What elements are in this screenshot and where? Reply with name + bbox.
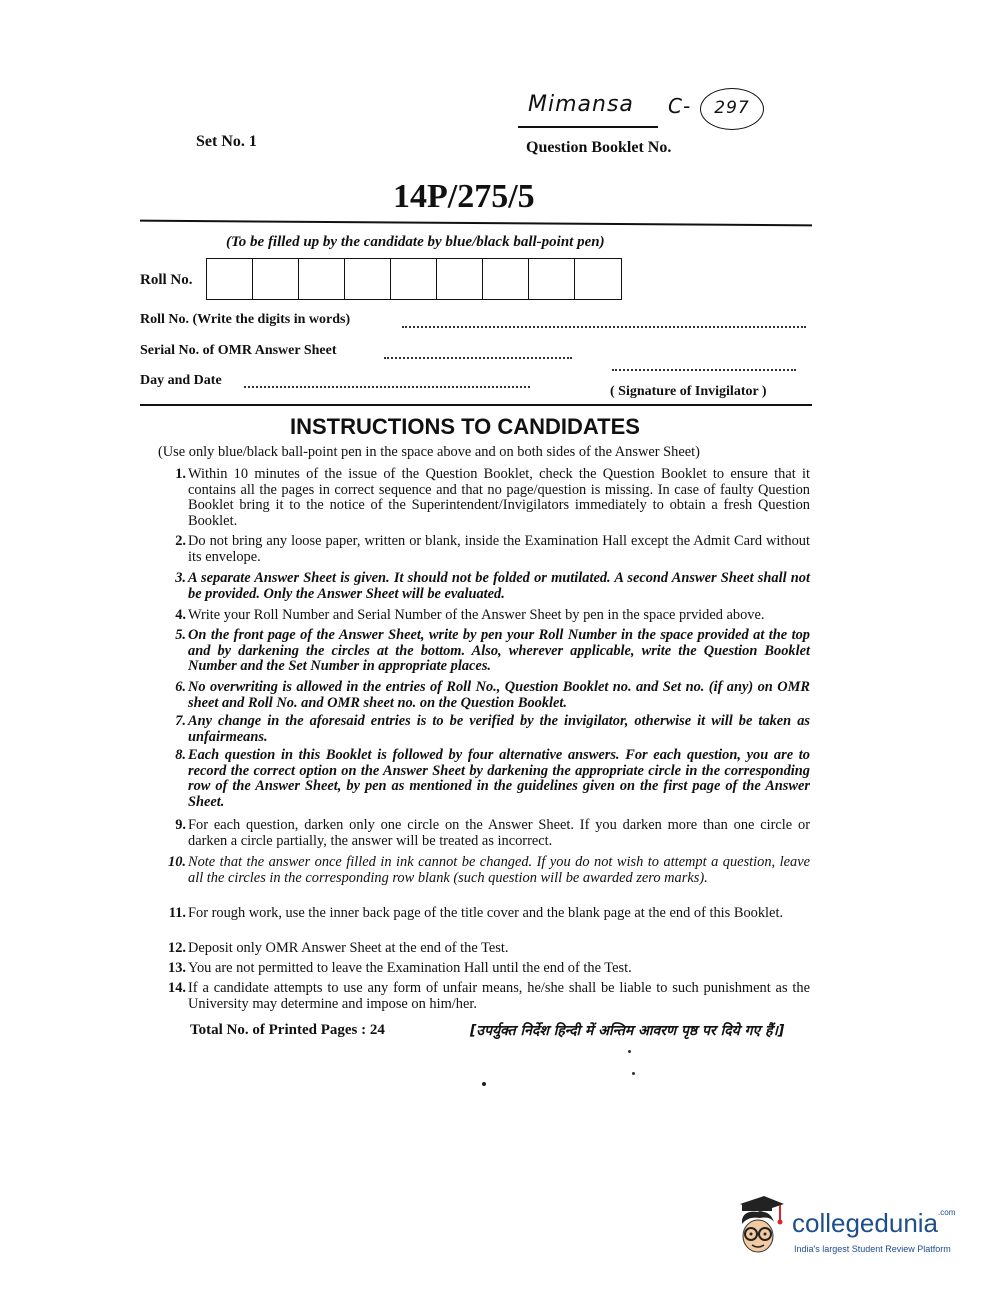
roll-no-box[interactable] [299,259,345,299]
roll-no-box[interactable] [207,259,253,299]
roll-words-line[interactable] [402,326,806,328]
instruction-item [162,714,810,745]
logo-suffix: .com [938,1208,956,1217]
handwritten-name: Mimansa [528,92,634,117]
handwritten-code: C- [668,94,692,118]
roll-no-boxes[interactable] [206,258,622,300]
instruction-text: Do not bring any loose paper, written or blank, inside the Examination Hall except the Admit Card without its envelope. [188,533,810,565]
instruction-item [162,818,810,849]
collegedunia-mascot-icon [736,1196,790,1258]
bottom-rule [140,404,812,406]
instruction-number: 7. [175,713,186,729]
instruction-text: Within 10 minutes of the issue of the Question Booklet, check the Question Booklet to ensure that it contains all the pages in correct sequence and that no page/question is missing. In case of faulty Question Booklet bring it to the notice of the Superintendent/Invigilators immediately to obtain a fresh Question Booklet. [188,466,810,529]
logo-name: collegedunia [792,1208,939,1238]
instruction-number: 8. [175,747,186,763]
roll-no-box[interactable] [575,259,621,299]
instruction-number: 11. [168,905,186,921]
instruction-number: 5. [175,627,186,643]
instruction-item [162,961,810,977]
instruction-item [162,855,810,886]
instruction-text: A separate Answer Sheet is given. It should not be folded or mutilated. A second Answer Sheet shall not be provided. Only the Answer Sheet will be evaluated. [188,570,810,602]
invigilator-label: ( Signature of Invigilator ) [610,384,767,399]
instruction-text: Deposit only OMR Answer Sheet at the end of the Test. [188,940,509,956]
instruction-text: For rough work, use the inner back page of the title cover and the blank page at the end of this Booklet. [188,905,784,921]
instruction-item [162,534,810,565]
scan-speck [628,1050,631,1053]
instruction-number: 9. [175,817,186,833]
instruction-text: On the front page of the Answer Sheet, write by pen your Roll Number in the space provided at the top and by darkening the circles at the bottom. Also, wherever applicable, write the Question Booklet Number and the Set Number in appropriate places. [188,627,810,674]
total-printed-pages: Total No. of Printed Pages : 24 [190,1022,385,1038]
invigilator-signature-line[interactable] [612,369,796,371]
instruction-number: 4. [175,607,186,623]
instruction-text: Any change in the aforesaid entries is to be verified by the invigilator, otherwise it will be taken as unfairmeans. [188,713,810,745]
instruction-text: Each question in this Booklet is followed by four alternative answers. For each question, you are to record the correct option on the Answer Sheet by darkening the appropriate circle in the corresponding row of the Answer Sheet, by pen as mentioned in the guidelines given on the first page of the Answer Sheet. [188,747,810,810]
instruction-text: Note that the answer once filled in ink cannot be changed. If you do not wish to attempt a question, leave all the circles in the corresponding row blank (such question will be awarded zero marks). [188,854,810,886]
scan-speck [632,1072,635,1075]
top-rule [140,220,812,227]
instruction-number: 12. [168,940,186,956]
instruction-item [162,467,810,529]
instructions-heading: INSTRUCTIONS TO CANDIDATES [290,414,640,439]
instruction-text: No overwriting is allowed in the entries of Roll No., Question Booklet no. and Set no. (if any) on OMR sheet and Roll No. and OMR sheet no. on the Question Booklet. [188,679,810,711]
day-date-label: Day and Date [140,373,222,388]
instruction-number: 14. [168,980,186,996]
instructions-intro: (Use only blue/black ball-point pen in the space above and on both sides of the Answer Sheet) [158,444,700,460]
paper-code: 14P/275/5 [393,178,535,215]
serial-omr-line[interactable] [384,357,572,359]
instruction-item [162,571,810,602]
hindi-note: [उपर्युक्त निर्देश हिन्दी में अन्तिम आवरण पृष्ठ पर दिये गए हैं।] [470,1023,785,1039]
instruction-item [162,748,810,810]
instruction-item [162,680,810,711]
instruction-number: 3. [175,570,186,586]
roll-no-box[interactable] [391,259,437,299]
instruction-number: 6. [175,679,186,695]
name-underline [518,126,658,128]
instruction-item [162,906,810,922]
day-date-line[interactable] [244,386,530,388]
serial-omr-label: Serial No. of OMR Answer Sheet [140,343,337,358]
set-number: Set No. 1 [196,133,257,150]
instruction-item [162,941,810,957]
instruction-number: 10. [168,854,186,870]
instruction-text: Write your Roll Number and Serial Number of the Answer Sheet by pen in the space prvided above. [188,607,765,623]
roll-no-box[interactable] [253,259,299,299]
instruction-item [162,981,810,1012]
roll-no-box[interactable] [437,259,483,299]
instruction-text: For each question, darken only one circle on the Answer Sheet. If you darken more than one circle or darken a circle partially, the answer will be treated as incorrect. [188,817,810,849]
instruction-number: 1. [175,466,186,482]
instruction-text: You are not permitted to leave the Examination Hall until the end of the Test. [188,960,632,976]
instruction-number: 13. [168,960,186,976]
roll-no-box[interactable] [529,259,575,299]
collegedunia-wordmark [792,1208,955,1239]
question-booklet-label: Question Booklet No. [526,139,672,156]
instruction-number: 2. [175,533,186,549]
collegedunia-tagline: India's largest Student Review Platform [794,1244,951,1254]
roll-words-label: Roll No. (Write the digits in words) [140,312,351,327]
instruction-item [162,608,810,624]
instruction-text: If a candidate attempts to use any form of unfair means, he/she shall be liable to such punishment as the University may determine and impose on him/her. [188,980,810,1012]
instruction-item [162,628,810,675]
roll-no-box[interactable] [483,259,529,299]
handwritten-circled-number: 297 [700,88,764,130]
roll-no-box[interactable] [345,259,391,299]
fill-note: (To be filled up by the candidate by blue/black ball-point pen) [226,234,605,250]
roll-no-label: Roll No. [140,272,193,288]
scan-speck [482,1082,486,1086]
